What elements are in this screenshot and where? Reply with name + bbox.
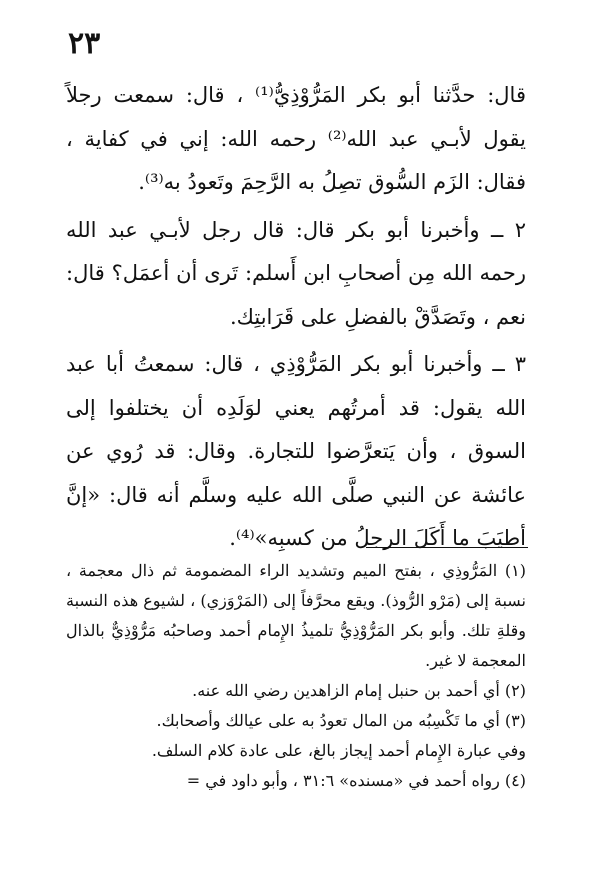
footnote-3: (٣) أي ما تَكْسِبُه من المال تعودُ به على عيالك وأصحابك.	[156, 711, 526, 730]
footnote-3-continuation: وفي عبارة الإِمام أحمد إيجاز بالغ، على عادة كلام السلف.	[151, 741, 526, 760]
page-number: ٢٣	[68, 26, 101, 61]
paragraph-1: قال: حدَّثنا أبو بكر المَرُّوْذِيُّ⁽¹⁾ ، قال: سمعت رجلاً يقول لأبـي عبد الله⁽²⁾ رحمه الله: إني في كفاية ، فقال: الزَم السُّوق تصِلُ به الرَّحِمَ وتَعودُ به⁽³⁾.	[66, 83, 526, 194]
footnote-separator	[366, 547, 528, 548]
footnotes	[66, 556, 526, 796]
footnote-2: (٢) أي أحمد بن حنبل إمام الزاهدين رضي الله عنه.	[192, 681, 526, 700]
main-text	[66, 74, 526, 561]
footnote-1: (١) المَرُّوذِي ، بفتح الميم وتشديد الراء المضمومة ثم ذال معجمة ، نسبة إلى (مَرْو الرُّوذ). ويقع محرَّفاً إلى (المَرْوَزي) ، لشيوع هذه النسبة وقلةِ تلك. وأبو بكر المَرُّوْذِيُّ تلميذُ الإِمام أحمد وصاحبُه مَرُّوْذِيٌّ بالذال المعجمة لا غير.	[66, 561, 526, 670]
paragraph-3: ٣ ــ وأخبرنا أبو بكر المَرُّوْذِي ، قال: سمعتُ أبا عبد الله يقول: قد أمرتُهم يعني لوَلَدِه أن يختلفوا إلى السوق ، وأن يَتعرَّضوا للتجارة. وقال: قد رُوي عن عائشة عن النبي صلَّى الله عليه وسلَّم أنه قال: «إنَّ أطيَبَ ما أَكَلَ الرجلُ من كسبِه»⁽⁴⁾.	[66, 352, 526, 550]
footnote-4: (٤) رواه أحمد في «مسنده» ٣١:٦ ، وأبو داود في =	[186, 771, 526, 790]
paragraph-2: ٢ ــ وأخبرنا أبو بكر قال: قال رجل لأبـي عبد الله رحمه الله مِن أصحابِ ابن أَسلم: تَرى أن أعمَل؟ قال: نعم ، وتَصَدَّقْ بالفضلِ على قَرَابتِك.	[66, 217, 526, 329]
